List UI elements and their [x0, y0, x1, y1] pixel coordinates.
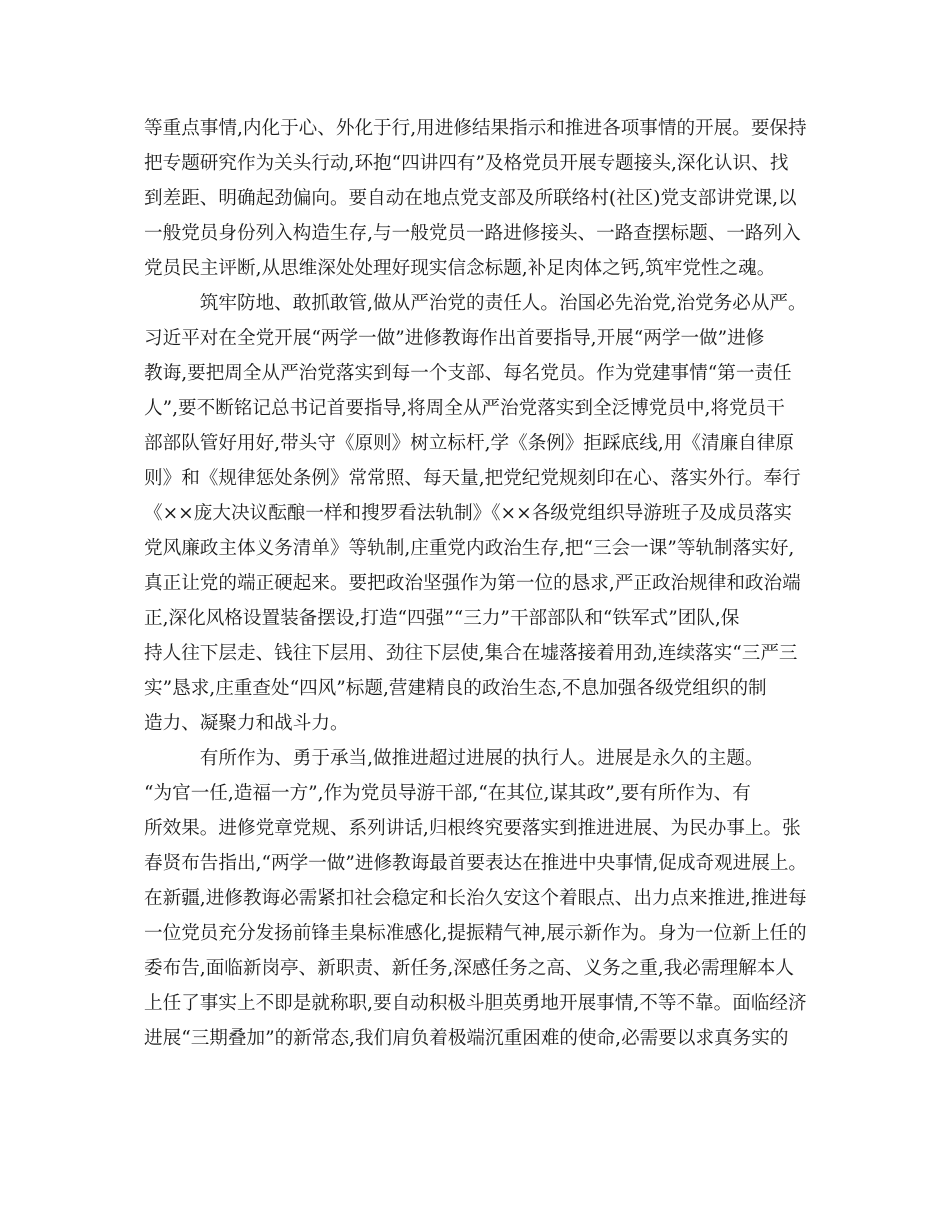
text-line: 正,深化风格设置装备摆设,打造“四强”“三力”干部部队和“铁军式”团队,保: [144, 608, 740, 629]
text-line: 实”恳求,庄重查处“四风”标题,营建精良的政治生态,不息加强各级党组织的制: [144, 678, 767, 699]
text-line: 习近平对在全党开展“两学一做”进修教诲作出首要指导,开展“两学一做”进修: [144, 328, 765, 349]
text-line: 真正让党的端正硬起来。要把政治坚强作为第一位的恳求,严正政治规律和政治端: [144, 573, 801, 594]
text-line: 人”,要不断铭记总书记首要指导,将周全从严治党落实到全泛博党员中,将党员干: [144, 398, 785, 419]
text-line: 部部队管好用好,带头守《原则》树立标杆,学《条例》拒踩底线,用《清廉自律原: [144, 433, 794, 454]
text-line: “为官一任,造福一方”,作为党员导游干部,“在其位,谋其政”,要有所作为、有: [144, 783, 751, 804]
text-line: 造力、凝聚力和战斗力。: [144, 713, 349, 734]
text-line: 委布告,面临新岗亭、新职责、新任务,深感任务之高、义务之重,我必需理解本人: [144, 958, 794, 979]
text-line: 党员民主评断,从思维深处处理好现实信念标题,补足肉体之钙,筑牢党性之魂。: [144, 258, 776, 279]
text-line: 春贤布告指出,“两学一做”进修教诲最首要表达在推进中央事情,促成奇观进展上。: [144, 853, 808, 874]
text-line: 一位党员充分发扬前锋圭臬标准感化,提振精气神,展示新作为。身为一位新上任的: [144, 923, 807, 944]
text-line: 一般党员身份列入构造生存,与一般党员一路进修接头、一路查摆标题、一路列入: [144, 223, 801, 244]
text-line: 在新疆,进修教诲必需紧扣社会稳定和长治久安这个着眼点、出力点来推进,推进每: [144, 888, 807, 909]
text-line: 上任了事实上不即是就称职,要自动积极斗胆英勇地开展事情,不等不靠。面临经济: [144, 993, 807, 1014]
text-line: 教诲,要把周全从严治党落实到每一个支部、每名党员。作为党建事情“第一责任: [144, 363, 792, 384]
text-line: 进展“三期叠加”的新常态,我们肩负着极端沉重困难的使命,必需要以求真务实的: [144, 1028, 789, 1049]
text-line: 党风廉政主体义务清单》等轨制,庄重党内政治生存,把“三会一课”等轨制落实好,: [144, 538, 795, 559]
text-line: 所效果。进修党章党规、系列讲话,归根终究要落实到推进进展、为民办事上。张: [144, 818, 801, 839]
text-line: 则》和《规律惩处条例》常常照、每天量,把党纪党规刻印在心、落实外行。奉行: [144, 468, 801, 489]
paragraph-start-line: 筑牢防地、敢抓敢管,做从严治党的责任人。治国必先治党,治党务必从严。: [144, 293, 807, 314]
text-line: 《××庞大决议酝酿一样和搜罗看法轨制》《××各级党组织导游班子及成员落实: [144, 503, 793, 524]
text-line: 等重点事情,内化于心、外化于行,用进修结果指示和推进各项事情的开展。要保持: [144, 118, 807, 139]
paragraph-start-line: 有所作为、勇于承当,做推进超过进展的执行人。进展是永久的主题。: [144, 748, 764, 769]
text-line: 持人往下层走、钱往下层用、劲往下层使,集合在墟落接着用劲,连续落实“三严三: [144, 643, 798, 664]
text-line: 到差距、明确起劲偏向。要自动在地点党支部及所联络村(社区)党支部讲党课,以: [144, 188, 797, 209]
text-line: 把专题研究作为关头行动,环抱“四讲四有”及格党员开展专题接头,深化认识、找: [144, 153, 789, 174]
